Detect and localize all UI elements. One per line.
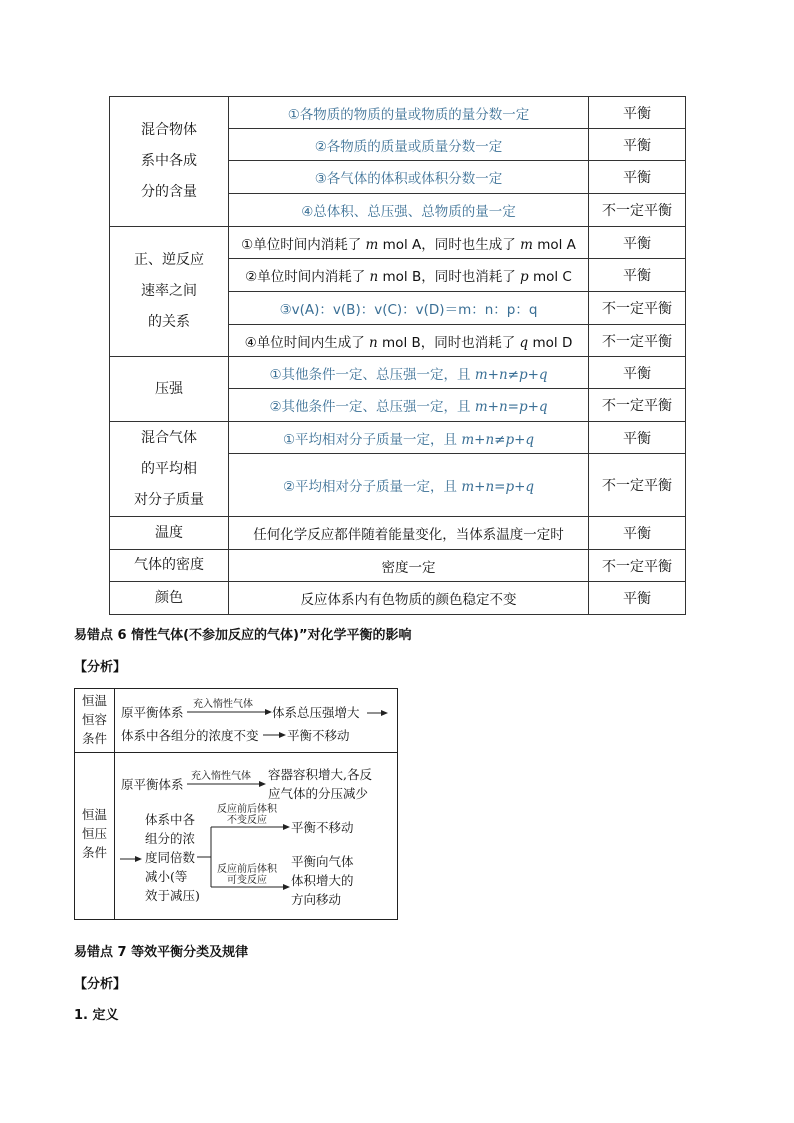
expression: m+n≠p+q [461, 431, 535, 448]
variable: n [369, 334, 378, 351]
label-line: 不变反应 [227, 815, 267, 826]
variable: p [520, 269, 529, 285]
condition-cell: ③各气体的体积或体积分数一定 [229, 161, 589, 194]
result-cell: 平衡 [589, 97, 686, 129]
result-cell: 平衡 [589, 161, 686, 194]
label-line: 恒温 [81, 807, 107, 822]
orig-system: 原平衡体系 [121, 705, 184, 720]
result-cell: 不一定平衡 [589, 454, 686, 517]
label-constant-pressure [75, 805, 114, 862]
result-cell: 平衡 [589, 129, 686, 161]
result-cell: 平衡 [589, 259, 686, 292]
text-line: 度同倍数 [145, 850, 196, 865]
table-row [110, 517, 686, 550]
expression: m+n=p+q [461, 479, 535, 495]
result-cell: 不一定平衡 [589, 550, 686, 582]
label-line: 反应前后体积 [217, 804, 277, 815]
no-shift: 平衡不移动 [291, 820, 354, 835]
condition-text: ①单位时间内消耗了 [241, 236, 362, 253]
analysis-label: 【分析】 [74, 660, 127, 675]
label-line: 可变反应 [227, 875, 267, 886]
condition-cell: 反应体系内有色物质的颜色稳定不变 [229, 582, 589, 615]
category-line: 混合物体 [141, 122, 197, 138]
condition-text: mol A [537, 236, 576, 253]
volume-increase [268, 765, 372, 803]
condition-text: ②平均相对分子质量一定，且 [282, 479, 458, 495]
result-cell: 不一定平衡 [589, 389, 686, 422]
result-cell: 平衡 [589, 227, 686, 259]
condition-text: ④单位时间内生成了 [244, 334, 365, 351]
condition-cell [229, 454, 589, 517]
variable: n [369, 269, 379, 285]
text-line: 效于减压) [145, 888, 200, 903]
table-row [110, 227, 686, 259]
table-row [110, 357, 686, 389]
condition-text: ①其他条件一定、总压强一定，且 [269, 366, 471, 383]
heading-mistake-7: 易错点 7 等效平衡分类及规律 [74, 945, 249, 960]
concentration-decrease [145, 810, 200, 905]
condition-cell [229, 259, 589, 292]
condition-cell: 任何化学反应都伴随着能量变化，当体系温度一定时 [229, 517, 589, 550]
text-line: 应气体的分压减少 [268, 786, 369, 801]
label-line: 恒温 [81, 693, 107, 708]
category-line: 对分子质量 [134, 491, 204, 508]
category-gas-density: 气体的密度 [110, 550, 229, 582]
category-line: 的关系 [148, 314, 190, 330]
category-line: 正、逆反应 [134, 252, 204, 268]
text-line: 容器容积增大,各反 [268, 767, 372, 782]
condition-cell [229, 389, 589, 422]
condition-cell [229, 227, 589, 259]
category-average-molar-mass [110, 422, 229, 517]
arrow-label: 充入惰性气体 [193, 699, 253, 710]
arrow-label: 充入惰性气体 [191, 771, 251, 782]
result-cell: 不一定平衡 [589, 194, 686, 227]
category-rate-relation [110, 227, 229, 357]
text-line: 方向移动 [291, 892, 342, 907]
orig-system: 原平衡体系 [121, 777, 184, 792]
branch-label-variable [217, 864, 277, 886]
condition-cell: ④总体积、总压强、总物质的量一定 [229, 194, 589, 227]
table-row [110, 97, 686, 129]
condition-cell [229, 325, 589, 357]
inert-gas-diagram [74, 688, 398, 920]
condition-text: ②其他条件一定、总压强一定，且 [269, 399, 471, 415]
label-line: 恒容 [81, 712, 107, 727]
label-line: 恒压 [81, 826, 107, 841]
label-line: 条件 [81, 731, 107, 746]
equilibrium-criteria-table [109, 96, 686, 615]
label-line: 条件 [81, 845, 107, 860]
condition-cell [229, 357, 589, 389]
condition-text: ②单位时间内消耗了 [245, 269, 366, 285]
table-row [110, 422, 686, 454]
total-pressure-up: 体系总压强增大 [272, 705, 360, 720]
category-temperature: 温度 [110, 517, 229, 550]
label-constant-volume [75, 691, 114, 748]
text-line: 减小(等 [145, 869, 188, 884]
heading-mistake-6: 易错点 6 惰性气体(不参加反应的气体)”对化学平衡的影响 [74, 628, 412, 643]
result-cell: 平衡 [589, 357, 686, 389]
condition-cell: ①各物质的物质的量或物质的量分数一定 [229, 97, 589, 129]
item-definition: 1. 定义 [74, 1008, 119, 1023]
concentration-unchanged: 体系中各组分的浓度不变 [121, 728, 259, 743]
condition-text: mol B，同时也消耗了 [382, 334, 516, 351]
condition-text: mol C [532, 269, 572, 285]
condition-cell: ②各物质的质量或质量分数一定 [229, 129, 589, 161]
category-line: 混合气体 [141, 429, 197, 446]
category-line: 系中各成 [141, 153, 197, 169]
category-line: 分的含量 [141, 184, 197, 200]
category-mixture-content [110, 97, 229, 227]
condition-text: mol A，同时也生成了 [382, 236, 516, 253]
condition-text: ①平均相对分子质量一定，且 [282, 431, 458, 448]
category-color: 颜色 [110, 582, 229, 615]
expression: m+n≠p+q [474, 366, 548, 383]
condition-cell: 密度一定 [229, 550, 589, 582]
text-line: 体积增大的 [291, 873, 354, 888]
category-pressure: 压强 [110, 357, 229, 422]
shift-toward-volume-increase [291, 852, 354, 909]
result-cell: 不一定平衡 [589, 325, 686, 357]
result-cell: 平衡 [589, 517, 686, 550]
condition-cell [229, 422, 589, 454]
text-line: 体系中各 [145, 812, 196, 827]
variable: m [365, 236, 379, 253]
result-cell: 平衡 [589, 582, 686, 615]
variable: m [520, 236, 533, 253]
condition-text: mol B，同时也消耗了 [382, 269, 516, 285]
table-row [110, 582, 686, 615]
analysis-label: 【分析】 [74, 977, 127, 992]
condition-text: mol D [532, 334, 573, 351]
table-row [110, 550, 686, 582]
label-line: 反应前后体积 [217, 864, 277, 875]
variable: q [519, 334, 529, 351]
category-line: 速率之间 [141, 283, 197, 299]
no-shift: 平衡不移动 [287, 728, 350, 743]
text-line: 平衡向气体 [291, 854, 354, 869]
text-line: 组分的浓 [145, 831, 196, 846]
category-line: 的平均相 [141, 460, 197, 477]
result-cell: 平衡 [589, 422, 686, 454]
result-cell: 不一定平衡 [589, 292, 686, 325]
condition-cell: ③v(A)：v(B)：v(C)：v(D)＝m：n：p：q [229, 292, 589, 325]
expression: m+n=p+q [474, 399, 548, 415]
branch-label-constant [217, 804, 277, 826]
